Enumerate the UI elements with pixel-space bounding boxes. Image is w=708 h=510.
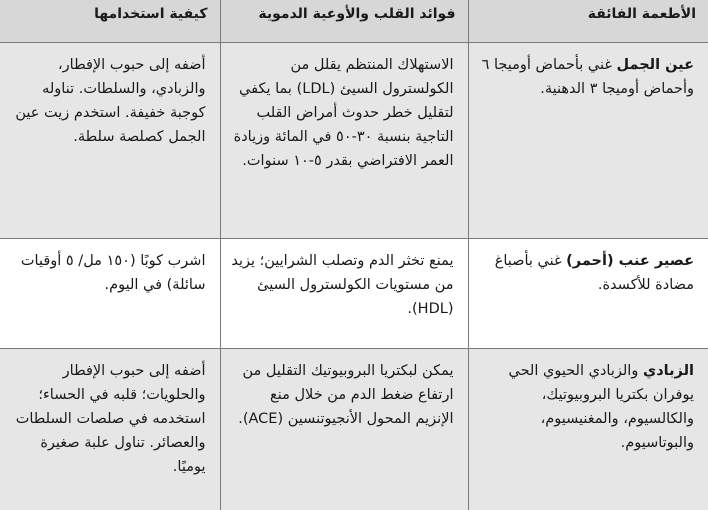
header-usage: كيفية استخدامها — [0, 0, 220, 43]
header-food: الأطعمة الفائقة — [468, 0, 708, 43]
food-description: غني بأحماض أوميجا ٦ وأحماض أوميجا ٣ الدهنية. — [481, 57, 694, 97]
food-description: والزبادي الحيوي الحي يوفران بكتريا البروبيوتيك، والكالسيوم، والمغنيسيوم، والبوتاسيوم. — [508, 363, 694, 451]
benefits-cell: يمكن لبكتريا البروبيوتيك التقليل من ارتفاع ضغط الدم من خلال منع الإنزيم المحول الأنجيوتنسين (ACE). — [220, 349, 468, 510]
usage-cell: أضفه إلى حبوب الإفطار، والزبادي، والسلطات. تناوله كوجبة خفيفة. استخدم زيت عين الجمل كصلصة سلطة. — [0, 43, 220, 239]
benefits-cell: يمنع تخثر الدم وتصلب الشرايين؛ يزيد من مستويات الكولسترول السيئ (HDL). — [220, 239, 468, 349]
usage-cell: اشرب كوبًا (١٥٠ مل/ ٥ أوقيات سائلة) في اليوم. — [0, 239, 220, 349]
table-row — [0, 239, 708, 349]
benefits-cell: الاستهلاك المنتظم يقلل من الكولسترول السيئ (LDL) بما يكفي لتقليل خطر حدوث أمراض القلب التاجية بنسبة ٣٠-٥٠ في المائة وزيادة العمر الافتراضي بقدر ٥-١٠ سنوات. — [220, 43, 468, 239]
food-name: الزبادي — [642, 363, 694, 379]
header-row — [0, 0, 708, 43]
table-row — [0, 349, 708, 510]
header-benefits: فوائد القلب والأوعية الدموية — [220, 0, 468, 43]
food-cell — [468, 239, 708, 349]
food-description: غني بأصباغ مضادة للأكسدة. — [494, 253, 694, 293]
usage-cell: أضفه إلى حبوب الإفطار والحلويات؛ قلبه في الحساء؛ استخدمه في صلصات السلطات والعصائر. تناول علبة صغيرة يوميًا. — [0, 349, 220, 510]
food-name: عصير عنب (أحمر) — [566, 253, 694, 269]
food-cell — [468, 43, 708, 239]
food-cell — [468, 349, 708, 510]
food-name: عين الجمل — [616, 57, 694, 73]
table-row — [0, 43, 708, 239]
